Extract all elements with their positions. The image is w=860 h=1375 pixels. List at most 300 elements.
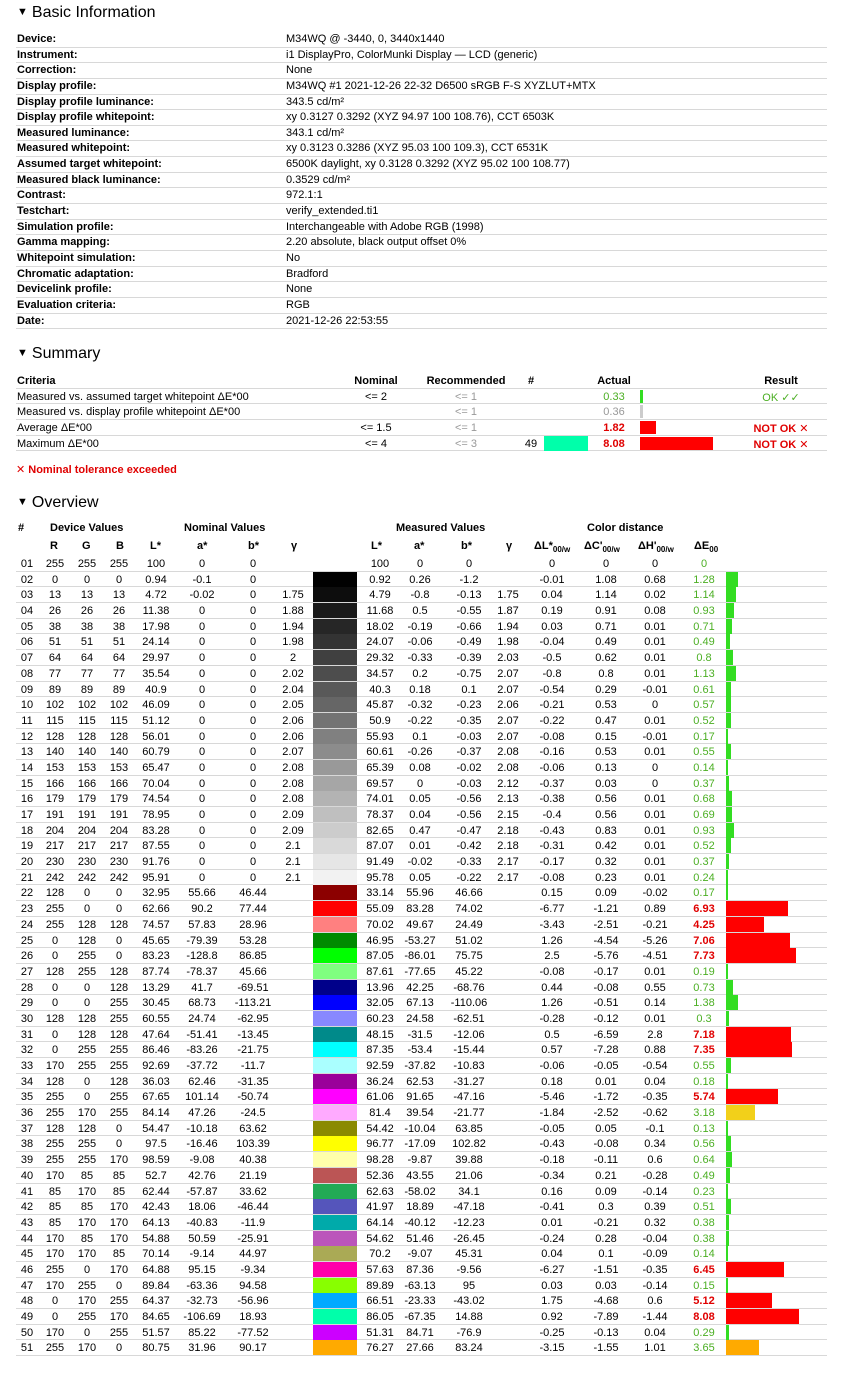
measured-a: 87.36 [406, 1263, 434, 1276]
measured-l: 11.68 [366, 605, 394, 618]
device-b: 170 [109, 1232, 129, 1245]
patch-id: 12 [20, 730, 34, 743]
delta-h: 0.68 [644, 573, 666, 586]
table-row [16, 729, 827, 745]
delta-c: 0.49 [595, 636, 617, 649]
collapse-triangle-icon[interactable]: ▼ [17, 6, 28, 18]
measured-l: 86.05 [366, 1311, 394, 1323]
info-row [16, 79, 827, 95]
recommended-value: <= 1 [454, 406, 478, 419]
measured-a: 91.65 [406, 1091, 434, 1104]
device-b: 0 [115, 1342, 123, 1355]
device-r: 170 [45, 1326, 65, 1339]
delta-h: -0.04 [642, 1232, 668, 1245]
device-r: 140 [45, 746, 65, 759]
summary-heading[interactable]: ▼ Summary [17, 345, 101, 362]
color-swatch [313, 1325, 357, 1340]
delta-h: 0.02 [644, 589, 666, 602]
nominal-gamma: 2.02 [282, 667, 304, 680]
device-r: 255 [45, 903, 65, 916]
patch-id: 03 [20, 589, 34, 602]
measured-b: 63.85 [455, 1122, 483, 1135]
delta-h: 0.01 [644, 793, 666, 806]
info-key: Device: [17, 33, 57, 45]
table-row [16, 1027, 827, 1043]
nominal-b: -21.75 [237, 1044, 269, 1057]
device-g: 204 [77, 824, 97, 837]
delta-c: 0.3 [598, 1201, 614, 1214]
device-g: 128 [77, 1122, 97, 1135]
nominal-a: -106.69 [183, 1311, 221, 1323]
table-row [16, 1231, 827, 1247]
nominal-l: 95.91 [142, 871, 170, 884]
measured-b: 34.1 [458, 1185, 480, 1198]
delta-e-bar [726, 948, 796, 963]
device-g: 255 [77, 1154, 97, 1167]
delta-c: 0.29 [595, 683, 617, 696]
basic-info-table [16, 32, 827, 329]
measured-b: -62.51 [453, 1012, 485, 1025]
measured-a: -53.27 [404, 934, 436, 947]
device-b: 13 [112, 589, 126, 602]
patch-id: 04 [20, 605, 34, 618]
measured-l: 24.07 [366, 636, 394, 649]
device-g: 0 [83, 1091, 91, 1104]
delta-l: 0.5 [544, 1028, 560, 1041]
info-key: Display profile whitepoint: [17, 111, 155, 124]
nominal-b: 28.96 [239, 918, 267, 931]
patch-id: 31 [20, 1028, 34, 1041]
nominal-a: 0 [198, 871, 206, 884]
measured-b: -47.16 [453, 1091, 485, 1104]
nominal-gamma: 2.08 [282, 777, 304, 790]
color-swatch [313, 1011, 357, 1026]
header-number: # [527, 375, 535, 387]
measured-l: 55.09 [366, 903, 394, 916]
delta-l: -5.46 [539, 1091, 565, 1104]
delta-e: 5.12 [693, 1295, 715, 1308]
nominal-gamma: 1.88 [282, 605, 304, 618]
delta-h: -0.14 [642, 1185, 668, 1198]
nominal-a: 0 [198, 667, 206, 680]
basic-info-heading[interactable]: ▼ Basic Information [17, 4, 156, 21]
table-row [16, 1184, 827, 1200]
delta-l: -6.77 [539, 903, 565, 916]
device-g: 128 [77, 934, 97, 947]
color-swatch [313, 807, 357, 822]
device-r: 26 [48, 605, 62, 618]
delta-l: -0.08 [539, 871, 565, 884]
nominal-b: -50.74 [237, 1091, 269, 1104]
color-swatch [313, 556, 357, 571]
device-r: 128 [45, 1122, 65, 1135]
color-swatch [313, 1058, 357, 1073]
measured-b: -0.02 [456, 761, 482, 774]
measured-a: -0.22 [407, 714, 433, 727]
delta-c: -1.21 [593, 903, 619, 916]
device-g: 255 [77, 558, 97, 570]
delta-e-bar [726, 1105, 755, 1120]
table-row [16, 1011, 827, 1027]
info-value: No [286, 251, 301, 264]
device-g: 115 [78, 714, 96, 727]
info-value: 2.20 absolute, black output offset 0% [286, 236, 467, 249]
nominal-b: 40.38 [239, 1154, 267, 1167]
delta-e-bar [726, 823, 734, 838]
patch-id: 19 [20, 840, 34, 853]
delta-h: 0.01 [644, 840, 666, 853]
overview-heading[interactable]: ▼ Overview [17, 494, 99, 511]
nominal-l: 24.14 [142, 636, 170, 649]
delta-e-bar [726, 995, 738, 1010]
nominal-l: 92.69 [142, 1060, 170, 1072]
measured-b: -21.77 [453, 1107, 485, 1120]
delta-e-bar [726, 650, 733, 665]
color-swatch [313, 1152, 357, 1167]
device-r: 255 [45, 918, 65, 931]
delta-c: 0 [602, 558, 610, 570]
info-value: Bradford [286, 267, 329, 280]
measured-b: -26.45 [453, 1232, 485, 1245]
nominal-b: 0 [249, 589, 257, 602]
table-row [16, 682, 827, 698]
nominal-gamma: 2.09 [282, 809, 304, 821]
device-g: 255 [77, 1044, 97, 1057]
measured-b: -0.03 [456, 730, 482, 743]
delta-l: -0.31 [539, 840, 565, 853]
nominal-l: 64.13 [142, 1216, 170, 1229]
nominal-b: 0 [249, 573, 257, 586]
patch-id: 22 [20, 887, 34, 900]
nominal-b: 0 [249, 777, 257, 790]
measured-l: 87.61 [366, 965, 394, 978]
color-swatch [313, 885, 357, 900]
device-b: 0 [115, 934, 123, 947]
measured-b: 0.1 [461, 683, 477, 696]
nominal-l: 84.65 [142, 1311, 170, 1323]
delta-e-bar [726, 1011, 729, 1026]
nominal-a: 50.59 [188, 1232, 216, 1245]
measured-l: 78.37 [366, 809, 394, 821]
nominal-a: 0 [198, 683, 206, 696]
delta-e: 0.29 [693, 1326, 715, 1339]
measured-b: 21.06 [455, 1169, 483, 1182]
color-swatch [313, 870, 357, 885]
measured-gamma: 2.12 [497, 777, 519, 790]
nominal-b: -9.34 [240, 1263, 266, 1276]
nominal-b: -69.51 [237, 981, 269, 994]
delta-e: 0.61 [693, 683, 715, 696]
color-swatch [313, 1340, 357, 1355]
nominal-b: 94.58 [239, 1279, 267, 1292]
measured-a: -17.09 [404, 1138, 436, 1151]
patch-id: 21 [20, 871, 34, 884]
overview-table [16, 556, 827, 1356]
measured-l: 64.14 [366, 1216, 394, 1229]
recommended-value: <= 1 [454, 422, 478, 435]
measured-a: -86.01 [404, 950, 436, 963]
device-b: 115 [110, 714, 128, 727]
delta-c: 0.56 [595, 793, 617, 806]
delta-h: 0.01 [644, 636, 666, 649]
nominal-a: 0 [198, 636, 206, 649]
actual-value: 1.82 [603, 422, 625, 435]
delta-l: -0.25 [539, 1326, 565, 1339]
nominal-a: 0 [198, 793, 206, 806]
device-r: 102 [45, 699, 65, 712]
delta-h: 0.01 [644, 965, 666, 978]
delta-c: -7.28 [593, 1044, 619, 1057]
nominal-a: -32.73 [186, 1295, 218, 1308]
measured-l: 66.51 [366, 1295, 394, 1308]
device-g: 166 [77, 777, 97, 790]
color-swatch [313, 650, 357, 665]
nominal-value: <= 1.5 [360, 422, 392, 435]
patch-id: 06 [20, 636, 34, 649]
actual-bar [640, 405, 643, 418]
info-row [16, 110, 827, 126]
delta-h: 0.08 [644, 605, 666, 618]
delta-e: 0.15 [693, 1279, 715, 1292]
device-b: 85 [112, 1169, 126, 1182]
device-g: 255 [77, 1060, 97, 1072]
nominal-b: 103.39 [236, 1138, 270, 1151]
measured-l: 45.87 [366, 699, 394, 712]
header-delta-c: $\Delta C'_{00/w}$ [584, 540, 620, 555]
nominal-l: 45.65 [142, 934, 170, 947]
device-r: 255 [45, 1138, 65, 1151]
device-r: 0 [51, 1044, 59, 1057]
nominal-l: 86.46 [142, 1044, 170, 1057]
patch-number: 49 [524, 437, 538, 450]
color-swatch [313, 980, 357, 995]
summary-row [16, 420, 827, 436]
delta-c: 0.09 [595, 1185, 617, 1198]
nominal-l: 80.75 [142, 1342, 170, 1355]
delta-e-bar [726, 1152, 732, 1167]
delta-e-bar [726, 1340, 759, 1355]
delta-e: 0.49 [693, 1169, 715, 1182]
device-g: 255 [77, 1138, 97, 1151]
device-g: 255 [77, 965, 97, 978]
delta-l: -0.24 [539, 1232, 565, 1245]
device-b: 128 [109, 918, 129, 931]
patch-id: 25 [20, 934, 34, 947]
header-g: G [82, 540, 91, 552]
measured-a: 27.66 [406, 1342, 434, 1355]
nominal-b: 33.62 [239, 1185, 267, 1198]
delta-h: -0.35 [642, 1091, 668, 1104]
header-nominal: Nominal [354, 375, 398, 387]
device-g: 179 [77, 793, 97, 806]
device-r: 38 [48, 620, 62, 633]
delta-e-bar [726, 729, 728, 744]
delta-c: 0.03 [595, 777, 617, 790]
nominal-l: 47.64 [142, 1028, 170, 1041]
nominal-b: 0 [249, 683, 257, 696]
measured-a: -0.8 [410, 589, 430, 602]
device-g: 128 [77, 730, 97, 743]
info-row [16, 157, 827, 173]
color-swatch [313, 1199, 357, 1214]
device-r: 170 [45, 1248, 65, 1261]
info-value: 2021-12-26 22:53:55 [286, 314, 389, 327]
delta-l: 1.26 [541, 934, 563, 947]
measured-a: 0 [416, 777, 424, 790]
nominal-a: -10.18 [186, 1122, 218, 1135]
delta-e: 7.06 [693, 934, 715, 947]
device-g: 13 [80, 589, 94, 602]
measured-a: 0 [416, 558, 424, 570]
measured-b: 39.88 [455, 1154, 483, 1167]
measured-l: 60.23 [366, 1012, 394, 1025]
nominal-b: 0 [249, 824, 257, 837]
delta-e: 7.35 [693, 1044, 715, 1057]
patch-id: 24 [20, 918, 34, 931]
device-b: 255 [109, 1091, 129, 1104]
table-row [16, 556, 827, 572]
delta-e: 0.64 [693, 1154, 715, 1167]
delta-h: 0.6 [647, 1295, 663, 1308]
info-key: Testchart: [17, 205, 70, 218]
measured-l: 70.02 [366, 918, 394, 931]
delta-c: 0.91 [595, 605, 617, 618]
delta-e: 3.65 [693, 1342, 715, 1355]
summary-row [16, 404, 827, 420]
nominal-l: 83.28 [142, 824, 170, 837]
delta-h: 0.01 [644, 871, 666, 884]
delta-l: -0.04 [539, 636, 565, 649]
overview-header [16, 520, 827, 555]
measured-a: 67.13 [406, 997, 434, 1010]
measured-b: -0.56 [456, 793, 482, 806]
collapse-triangle-icon[interactable]: ▼ [17, 496, 28, 508]
delta-l: -0.01 [539, 573, 565, 586]
nominal-l: 56.01 [142, 730, 170, 743]
measured-a: 51.46 [406, 1232, 434, 1245]
measured-l: 32.05 [366, 997, 394, 1010]
delta-l: -0.08 [539, 965, 565, 978]
color-swatch [313, 1105, 357, 1120]
measured-a: -0.06 [407, 636, 433, 649]
nominal-a: 0 [198, 620, 206, 633]
measured-gamma: 2.07 [497, 683, 519, 696]
device-g: 0 [83, 1263, 91, 1276]
measured-gamma: 1.75 [497, 589, 519, 602]
measured-b: -0.42 [456, 840, 482, 853]
table-row [16, 619, 827, 635]
measured-a: -31.5 [407, 1028, 433, 1041]
measured-gamma: 2.18 [497, 824, 519, 837]
nominal-l: 46.09 [142, 699, 170, 712]
table-row [16, 1136, 827, 1152]
delta-e: 0.55 [693, 746, 715, 759]
device-g: 170 [77, 1295, 97, 1308]
delta-l: -0.18 [539, 1154, 565, 1167]
info-row [16, 251, 827, 267]
delta-l: 0.15 [541, 887, 563, 900]
device-b: 255 [109, 1060, 129, 1072]
device-r: 230 [45, 856, 65, 869]
table-row [16, 1340, 827, 1356]
measured-l: 87.35 [366, 1044, 394, 1057]
color-swatch [313, 634, 357, 649]
device-g: 64 [80, 652, 94, 665]
color-swatch [313, 776, 357, 791]
device-b: 128 [109, 965, 129, 978]
device-r: 0 [51, 934, 59, 947]
nominal-l: 32.95 [142, 887, 170, 900]
measured-gamma: 2.07 [497, 714, 519, 727]
device-b: 0 [115, 887, 123, 900]
patch-id: 13 [20, 746, 34, 759]
measured-l: 36.24 [366, 1075, 394, 1088]
delta-c: -0.51 [593, 997, 619, 1010]
measured-b: -12.06 [453, 1028, 485, 1041]
nominal-a: 0 [198, 809, 206, 821]
delta-e: 0.55 [693, 1060, 715, 1072]
delta-l: -6.27 [539, 1263, 565, 1276]
measured-l: 74.01 [366, 793, 394, 806]
color-swatch [313, 1262, 357, 1277]
delta-l: -3.15 [539, 1342, 565, 1355]
device-g: 102 [77, 699, 97, 712]
device-b: 255 [109, 1295, 129, 1308]
nominal-a: -57.87 [186, 1185, 218, 1198]
delta-e-bar [726, 744, 731, 759]
device-r: 242 [45, 871, 65, 884]
delta-h: 0.01 [644, 667, 666, 680]
device-g: 170 [77, 1185, 97, 1198]
table-row [16, 1293, 827, 1309]
nominal-a: 68.73 [188, 997, 216, 1010]
info-key: Measured black luminance: [17, 173, 161, 186]
color-swatch [313, 1293, 357, 1308]
nominal-a: 95.15 [188, 1263, 216, 1276]
delta-h: 0.01 [644, 809, 666, 821]
nominal-b: 44.97 [239, 1248, 267, 1261]
patch-id: 46 [20, 1263, 34, 1276]
device-b: 255 [109, 1107, 129, 1120]
header-a: a* [197, 540, 208, 552]
measured-a: 84.71 [406, 1326, 434, 1339]
nominal-b: 0 [249, 856, 257, 869]
patch-id: 33 [20, 1060, 34, 1072]
table-row [16, 1215, 827, 1231]
nominal-value: <= 2 [364, 390, 388, 403]
nominal-a: -0.1 [192, 573, 212, 586]
measured-l: 89.89 [366, 1279, 394, 1292]
delta-e-bar [726, 838, 731, 853]
device-r: 255 [45, 558, 65, 570]
device-g: 0 [83, 1326, 91, 1339]
device-r: 85 [48, 1201, 62, 1214]
delta-c: -1.51 [593, 1263, 619, 1276]
delta-h: 0.01 [644, 824, 666, 837]
device-b: 0 [115, 573, 123, 586]
nominal-a: 31.96 [188, 1342, 216, 1355]
delta-e: 3.18 [693, 1107, 715, 1120]
nominal-l: 91.76 [142, 856, 170, 869]
device-g: 255 [77, 1279, 97, 1292]
device-r: 128 [45, 887, 65, 900]
collapse-triangle-icon[interactable]: ▼ [17, 347, 28, 359]
header-bstar: b* [248, 540, 259, 552]
header-measured-a: a* [414, 540, 425, 552]
device-r: 64 [48, 652, 62, 665]
delta-c: -0.05 [593, 1060, 619, 1072]
delta-e-bar [726, 760, 728, 775]
